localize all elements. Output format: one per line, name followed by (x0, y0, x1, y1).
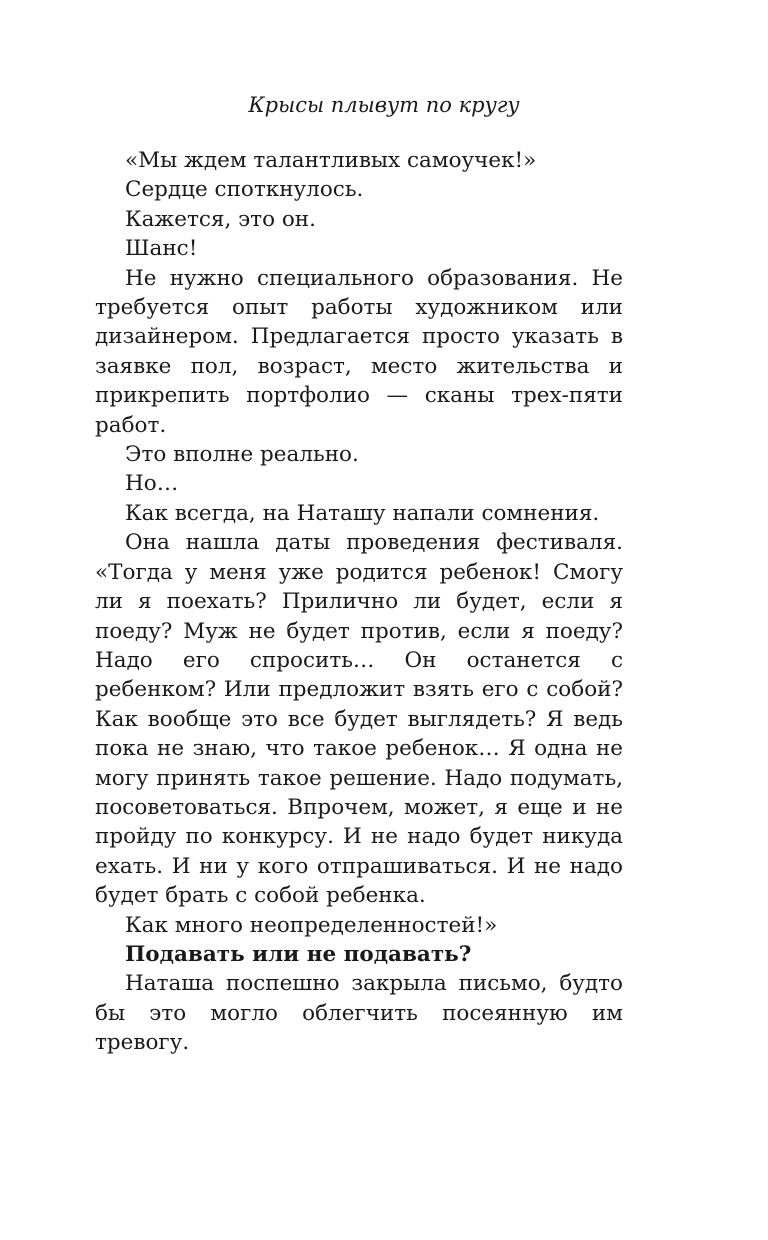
paragraph: Как всегда, на Наташу напали сомнения. (125, 500, 600, 526)
paragraph: Это вполне реально. (125, 442, 359, 468)
paragraph: «Мы ждем талантливых самоучек!» (125, 148, 537, 173)
paragraph: Не нужно специального образования. Не требуется опыт работы художником или дизайнером. Предлагается просто указать в заявке пол, возраст, место жительства и прикрепить портфолио — сканы трех-пяти работ. (95, 265, 623, 438)
running-head: Крысы плывут по кругу (248, 93, 520, 117)
paragraph: Как много неопределенностей!» (125, 912, 498, 938)
paragraph: Шанс! (125, 236, 198, 262)
paragraph-bold: Подавать или не подавать? (125, 941, 472, 967)
body-text (95, 146, 623, 1058)
paragraph: Кажется, это он. (125, 206, 316, 232)
paragraph: Но… (125, 471, 179, 497)
paragraph: Наташа поспешно закрыла письмо, будто бы это могло облегчить посеянную им тревогу. (95, 971, 623, 1056)
paragraph: Сердце споткнулось. (125, 177, 364, 203)
paragraph: Она нашла даты проведения фестиваля. «Тогда у меня уже родится ребенок! Смогу ли я поехать? Прилично ли будет, если я поеду? Муж не будет против, если я поеду? Надо его спросить… Он останется с ребенком? Или предложит взять его с собой? Как вообще это все будет выглядеть? Я ведь пока не знаю, что такое ребенок… Я одна не могу принять такое решение. Надо подумать, посоветоваться. Впрочем, может, я еще и не пройду по конкурсу. И не надо будет никуда ехать. И ни у кого отпрашиваться. И не надо будет брать с собой ребенка. (95, 530, 623, 909)
